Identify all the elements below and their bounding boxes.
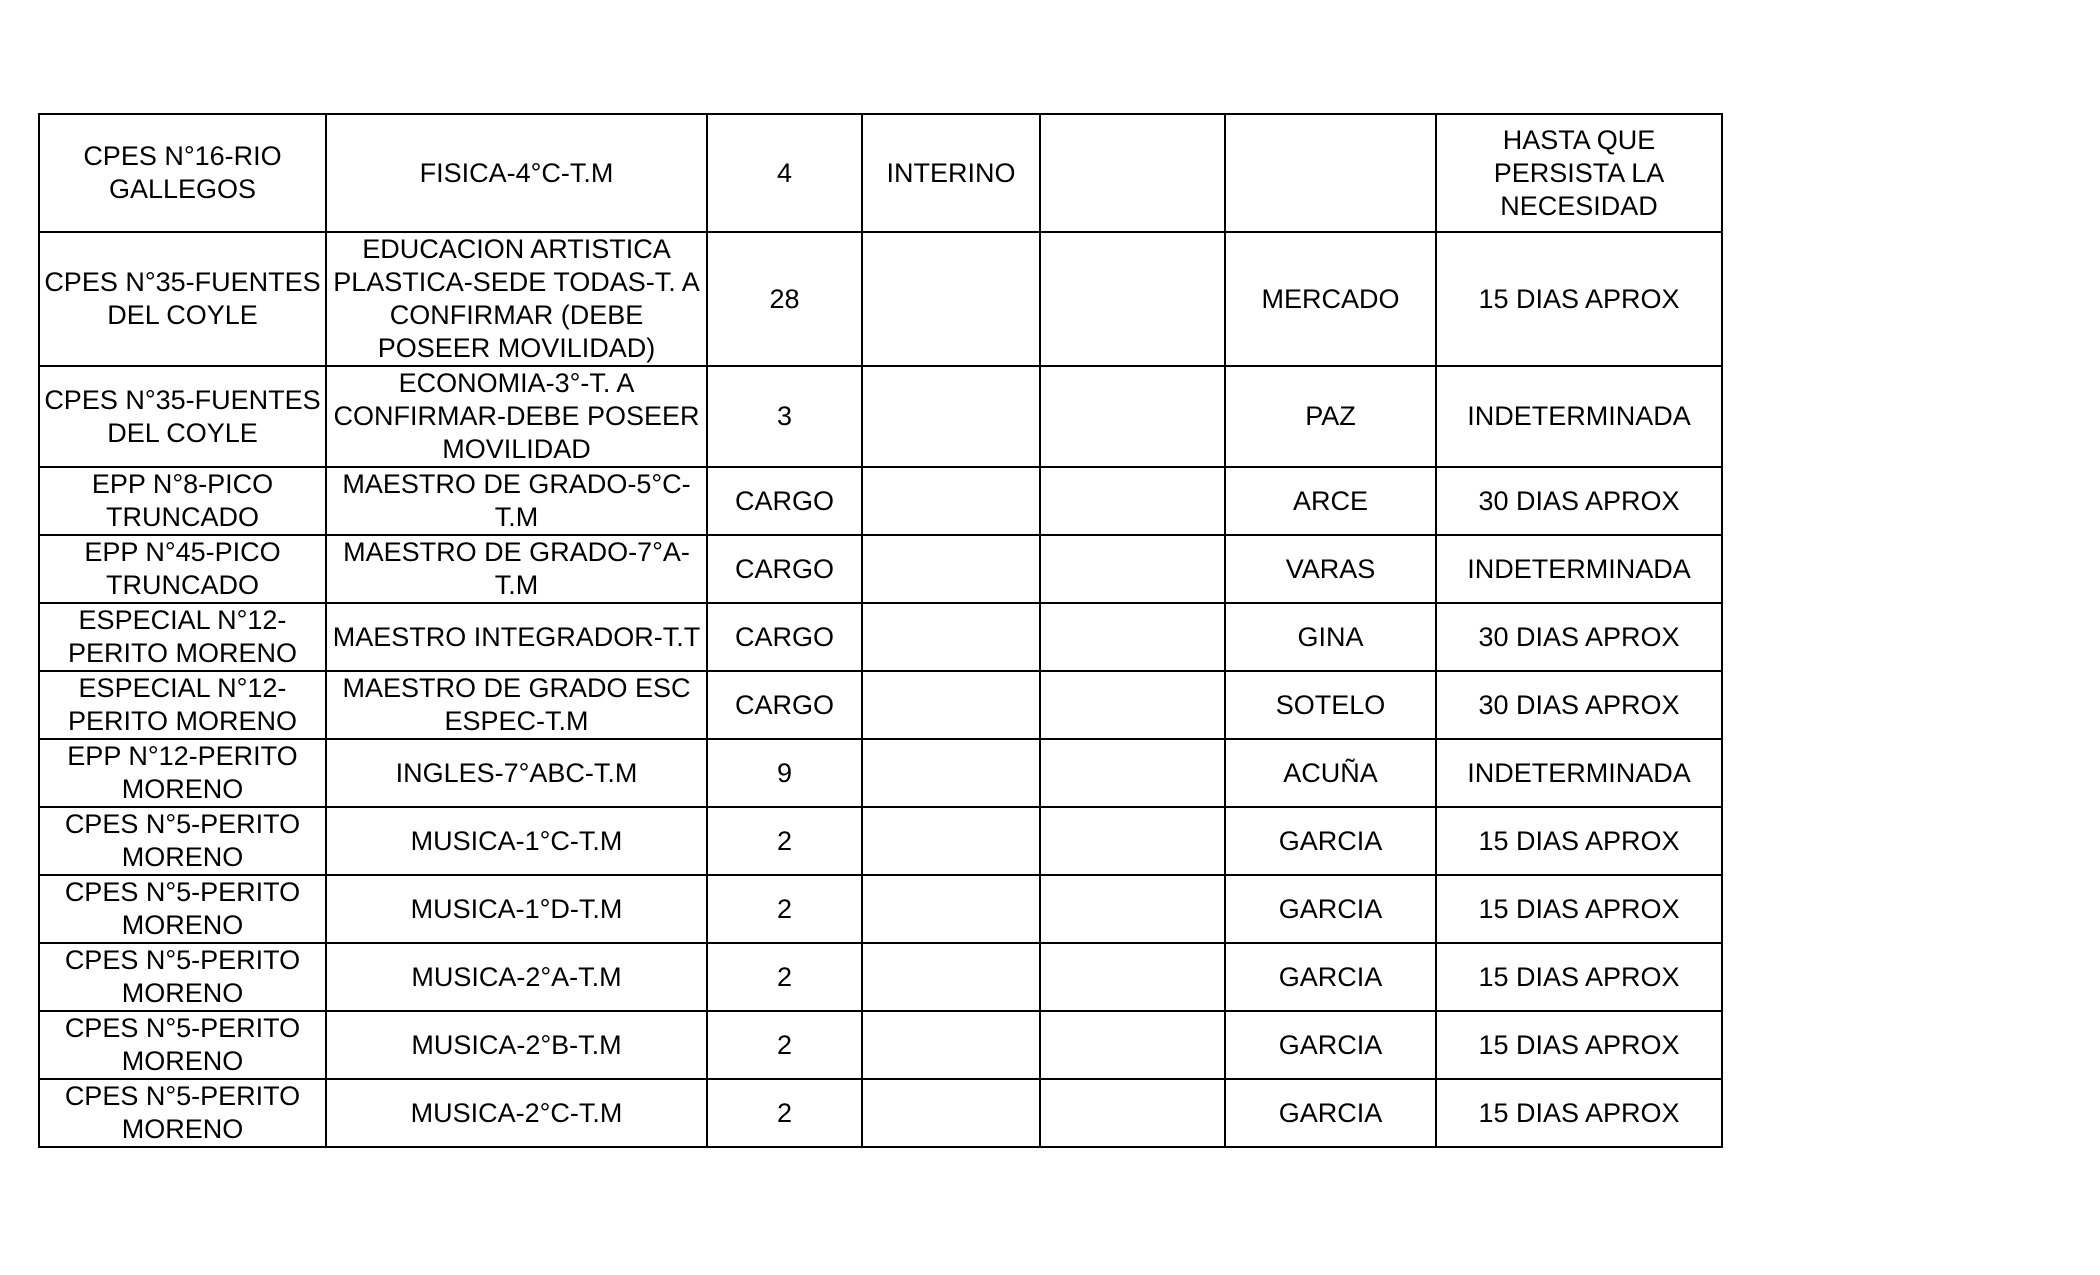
extra-cell — [1040, 671, 1225, 739]
subject-cell: INGLES-7°ABC-T.M — [326, 739, 707, 807]
extra-cell — [1040, 366, 1225, 467]
school-cell: ESPECIAL N°12-PERITO MORENO — [39, 671, 326, 739]
extra-cell — [1040, 807, 1225, 875]
replaces-cell: GINA — [1225, 603, 1436, 671]
table-row — [39, 232, 1722, 366]
table-row — [39, 739, 1722, 807]
replaces-cell: ARCE — [1225, 467, 1436, 535]
table-row — [39, 603, 1722, 671]
status-cell — [862, 1079, 1040, 1147]
school-cell: CPES N°5-PERITO MORENO — [39, 807, 326, 875]
subject-cell: MUSICA-1°C-T.M — [326, 807, 707, 875]
hours-cell: CARGO — [707, 603, 862, 671]
subject-cell: FISICA-4°C-T.M — [326, 114, 707, 232]
table-row — [39, 1079, 1722, 1147]
duration-cell: 15 DIAS APROX — [1436, 807, 1722, 875]
hours-cell: CARGO — [707, 535, 862, 603]
school-cell: EPP N°12-PERITO MORENO — [39, 739, 326, 807]
hours-cell: 4 — [707, 114, 862, 232]
school-cell: CPES N°16-RIO GALLEGOS — [39, 114, 326, 232]
subject-cell: ECONOMIA-3°-T. A CONFIRMAR-DEBE POSEER MOVILIDAD — [326, 366, 707, 467]
extra-cell — [1040, 739, 1225, 807]
table-row — [39, 807, 1722, 875]
status-cell — [862, 366, 1040, 467]
duration-cell: INDETERMINADA — [1436, 366, 1722, 467]
school-cell: CPES N°5-PERITO MORENO — [39, 943, 326, 1011]
school-cell: CPES N°5-PERITO MORENO — [39, 875, 326, 943]
status-cell: INTERINO — [862, 114, 1040, 232]
hours-cell: CARGO — [707, 467, 862, 535]
replaces-cell: VARAS — [1225, 535, 1436, 603]
extra-cell — [1040, 114, 1225, 232]
subject-cell: MUSICA-2°C-T.M — [326, 1079, 707, 1147]
duration-cell: 15 DIAS APROX — [1436, 943, 1722, 1011]
extra-cell — [1040, 467, 1225, 535]
hours-cell: 2 — [707, 807, 862, 875]
status-cell — [862, 671, 1040, 739]
status-cell — [862, 1011, 1040, 1079]
hours-cell: 2 — [707, 875, 862, 943]
replaces-cell: MERCADO — [1225, 232, 1436, 366]
school-cell: EPP N°45-PICO TRUNCADO — [39, 535, 326, 603]
duration-cell: 15 DIAS APROX — [1436, 1011, 1722, 1079]
extra-cell — [1040, 875, 1225, 943]
subject-cell: MUSICA-2°A-T.M — [326, 943, 707, 1011]
hours-cell: 2 — [707, 943, 862, 1011]
hours-cell: 2 — [707, 1079, 862, 1147]
extra-cell — [1040, 1011, 1225, 1079]
subject-cell: MAESTRO DE GRADO ESC ESPEC-T.M — [326, 671, 707, 739]
hours-cell: 9 — [707, 739, 862, 807]
duration-cell: INDETERMINADA — [1436, 739, 1722, 807]
table-row — [39, 671, 1722, 739]
table-row — [39, 114, 1722, 232]
subject-cell: MUSICA-1°D-T.M — [326, 875, 707, 943]
hours-cell: 2 — [707, 1011, 862, 1079]
duration-cell: 30 DIAS APROX — [1436, 603, 1722, 671]
table-row — [39, 875, 1722, 943]
extra-cell — [1040, 1079, 1225, 1147]
subject-cell: MAESTRO DE GRADO-7°A-T.M — [326, 535, 707, 603]
replaces-cell: SOTELO — [1225, 671, 1436, 739]
table-row — [39, 467, 1722, 535]
replaces-cell: GARCIA — [1225, 1011, 1436, 1079]
extra-cell — [1040, 943, 1225, 1011]
subject-cell: MUSICA-2°B-T.M — [326, 1011, 707, 1079]
vacancies-table — [38, 113, 1723, 1148]
replaces-cell: GARCIA — [1225, 875, 1436, 943]
school-cell: CPES N°5-PERITO MORENO — [39, 1011, 326, 1079]
table-row — [39, 1011, 1722, 1079]
school-cell: ESPECIAL N°12-PERITO MORENO — [39, 603, 326, 671]
replaces-cell: GARCIA — [1225, 943, 1436, 1011]
subject-cell: MAESTRO DE GRADO-5°C-T.M — [326, 467, 707, 535]
replaces-cell: ACUÑA — [1225, 739, 1436, 807]
duration-cell: 30 DIAS APROX — [1436, 467, 1722, 535]
table-row — [39, 535, 1722, 603]
hours-cell: 28 — [707, 232, 862, 366]
school-cell: EPP N°8-PICO TRUNCADO — [39, 467, 326, 535]
duration-cell: 30 DIAS APROX — [1436, 671, 1722, 739]
status-cell — [862, 535, 1040, 603]
replaces-cell: GARCIA — [1225, 807, 1436, 875]
status-cell — [862, 807, 1040, 875]
status-cell — [862, 943, 1040, 1011]
replaces-cell — [1225, 114, 1436, 232]
table-row — [39, 366, 1722, 467]
school-cell: CPES N°5-PERITO MORENO — [39, 1079, 326, 1147]
subject-cell: MAESTRO INTEGRADOR-T.T — [326, 603, 707, 671]
duration-cell: HASTA QUE PERSISTA LA NECESIDAD — [1436, 114, 1722, 232]
extra-cell — [1040, 535, 1225, 603]
extra-cell — [1040, 232, 1225, 366]
table-row — [39, 943, 1722, 1011]
subject-cell: EDUCACION ARTISTICA PLASTICA-SEDE TODAS-T. A CONFIRMAR (DEBE POSEER MOVILIDAD) — [326, 232, 707, 366]
extra-cell — [1040, 603, 1225, 671]
status-cell — [862, 739, 1040, 807]
duration-cell: INDETERMINADA — [1436, 535, 1722, 603]
status-cell — [862, 875, 1040, 943]
status-cell — [862, 603, 1040, 671]
status-cell — [862, 232, 1040, 366]
duration-cell: 15 DIAS APROX — [1436, 1079, 1722, 1147]
hours-cell: CARGO — [707, 671, 862, 739]
school-cell: CPES N°35-FUENTES DEL COYLE — [39, 232, 326, 366]
school-cell: CPES N°35-FUENTES DEL COYLE — [39, 366, 326, 467]
duration-cell: 15 DIAS APROX — [1436, 232, 1722, 366]
duration-cell: 15 DIAS APROX — [1436, 875, 1722, 943]
hours-cell: 3 — [707, 366, 862, 467]
replaces-cell: PAZ — [1225, 366, 1436, 467]
status-cell — [862, 467, 1040, 535]
replaces-cell: GARCIA — [1225, 1079, 1436, 1147]
